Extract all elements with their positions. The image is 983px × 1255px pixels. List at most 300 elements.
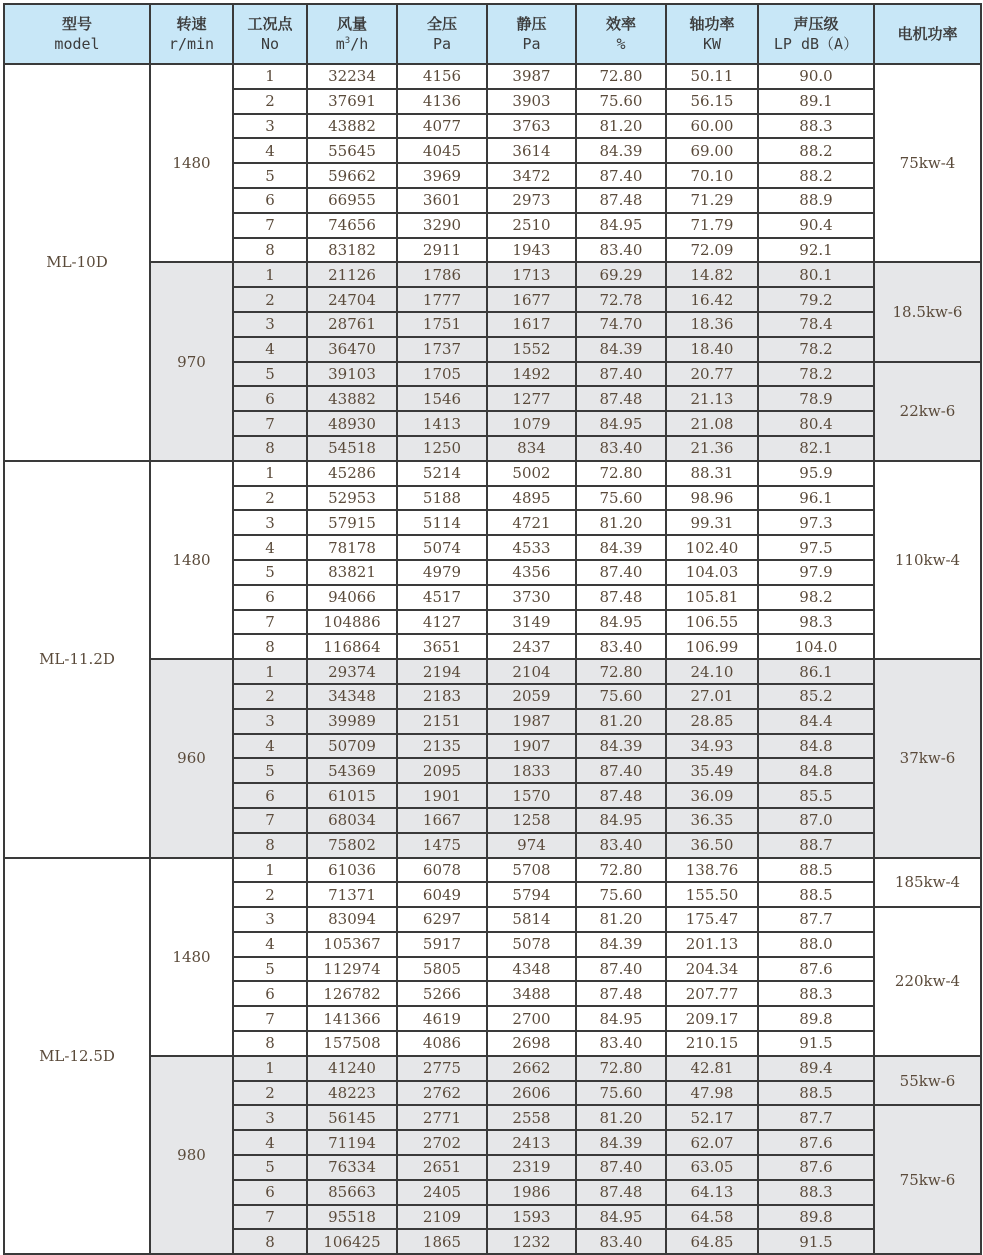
airflow-cell: 34348 — [307, 684, 397, 709]
airflow-cell: 66955 — [307, 188, 397, 213]
point-cell: 5 — [233, 957, 307, 982]
total-pressure-cell: 3290 — [397, 213, 487, 238]
motor-power-cell: 37kw-6 — [874, 659, 981, 857]
header-model-en: model — [54, 35, 100, 53]
airflow-cell: 68034 — [307, 808, 397, 833]
airflow-cell: 78178 — [307, 535, 397, 560]
point-cell: 8 — [233, 1229, 307, 1254]
shaft-power-cell: 98.96 — [666, 486, 758, 511]
shaft-power-cell: 99.31 — [666, 510, 758, 535]
shaft-power-cell: 21.08 — [666, 411, 758, 436]
airflow-cell: 85663 — [307, 1180, 397, 1205]
point-cell: 4 — [233, 932, 307, 957]
efficiency-cell: 87.40 — [576, 758, 666, 783]
shaft-power-cell: 88.31 — [666, 461, 758, 486]
efficiency-cell: 84.95 — [576, 610, 666, 635]
point-cell: 4 — [233, 138, 307, 163]
sound-level-cell: 85.5 — [758, 783, 874, 808]
shaft-power-cell: 34.93 — [666, 734, 758, 759]
efficiency-cell: 81.20 — [576, 907, 666, 932]
airflow-cell: 24704 — [307, 287, 397, 312]
airflow-cell: 43882 — [307, 114, 397, 139]
point-cell: 4 — [233, 535, 307, 560]
total-pressure-cell: 2183 — [397, 684, 487, 709]
header-sound-level-en: LP dB（A） — [773, 35, 859, 53]
shaft-power-cell: 106.55 — [666, 610, 758, 635]
header-point-zh: 工况点 — [247, 15, 293, 33]
efficiency-cell: 72.80 — [576, 461, 666, 486]
point-cell: 4 — [233, 734, 307, 759]
static-pressure-cell: 5794 — [487, 882, 576, 907]
total-pressure-cell: 4127 — [397, 610, 487, 635]
shaft-power-cell: 36.50 — [666, 833, 758, 858]
airflow-cell: 45286 — [307, 461, 397, 486]
efficiency-cell: 81.20 — [576, 114, 666, 139]
shaft-power-cell: 71.79 — [666, 213, 758, 238]
point-cell: 3 — [233, 510, 307, 535]
total-pressure-cell: 1786 — [397, 262, 487, 287]
airflow-cell: 83182 — [307, 238, 397, 263]
total-pressure-cell: 2762 — [397, 1081, 487, 1106]
total-pressure-cell: 6078 — [397, 858, 487, 883]
header-airflow-unit — [308, 34, 396, 54]
total-pressure-cell: 5188 — [397, 486, 487, 511]
header-motor-power-zh: 电机功率 — [897, 25, 958, 43]
efficiency-cell: 84.95 — [576, 1205, 666, 1230]
point-cell: 5 — [233, 1155, 307, 1180]
total-pressure-cell: 2405 — [397, 1180, 487, 1205]
efficiency-cell: 72.80 — [576, 1056, 666, 1081]
static-pressure-cell: 5708 — [487, 858, 576, 883]
efficiency-cell: 75.60 — [576, 486, 666, 511]
shaft-power-cell: 35.49 — [666, 758, 758, 783]
point-cell: 1 — [233, 1056, 307, 1081]
efficiency-cell: 84.39 — [576, 1130, 666, 1155]
airflow-cell: 37691 — [307, 89, 397, 114]
airflow-cell: 104886 — [307, 610, 397, 635]
total-pressure-cell: 1250 — [397, 436, 487, 461]
total-pressure-cell: 2771 — [397, 1105, 487, 1130]
sound-level-cell: 89.8 — [758, 1006, 874, 1031]
shaft-power-cell: 52.17 — [666, 1105, 758, 1130]
point-cell: 6 — [233, 1180, 307, 1205]
total-pressure-cell: 1777 — [397, 287, 487, 312]
static-pressure-cell: 3903 — [487, 89, 576, 114]
point-cell: 6 — [233, 188, 307, 213]
point-cell: 1 — [233, 64, 307, 89]
efficiency-cell: 72.78 — [576, 287, 666, 312]
shaft-power-cell: 60.00 — [666, 114, 758, 139]
static-pressure-cell: 1986 — [487, 1180, 576, 1205]
sound-level-cell: 97.5 — [758, 535, 874, 560]
sound-level-cell: 88.3 — [758, 981, 874, 1006]
shaft-power-cell: 14.82 — [666, 262, 758, 287]
motor-power-cell: 75kw-6 — [874, 1105, 981, 1254]
efficiency-cell: 69.29 — [576, 262, 666, 287]
header-shaft-power-zh: 轴功率 — [689, 15, 735, 33]
point-cell: 3 — [233, 312, 307, 337]
header-sound-level-zh: 声压级 — [793, 15, 839, 33]
header-row — [4, 4, 981, 64]
static-pressure-cell: 2558 — [487, 1105, 576, 1130]
total-pressure-cell: 1705 — [397, 362, 487, 387]
efficiency-cell: 84.39 — [576, 535, 666, 560]
static-pressure-cell: 1943 — [487, 238, 576, 263]
shaft-power-cell: 50.11 — [666, 64, 758, 89]
static-pressure-cell: 3763 — [487, 114, 576, 139]
static-pressure-cell: 834 — [487, 436, 576, 461]
shaft-power-cell: 209.17 — [666, 1006, 758, 1031]
point-cell: 1 — [233, 262, 307, 287]
sound-level-cell: 97.3 — [758, 510, 874, 535]
unit-m: m — [335, 35, 345, 53]
speed-cell: 960 — [150, 659, 233, 857]
shaft-power-cell: 16.42 — [666, 287, 758, 312]
header-sound-level — [758, 4, 874, 64]
static-pressure-cell: 1492 — [487, 362, 576, 387]
efficiency-cell: 81.20 — [576, 709, 666, 734]
shaft-power-cell: 104.03 — [666, 560, 758, 585]
airflow-cell: 74656 — [307, 213, 397, 238]
sound-level-cell: 88.0 — [758, 932, 874, 957]
point-cell: 3 — [233, 907, 307, 932]
airflow-cell: 94066 — [307, 585, 397, 610]
point-cell: 2 — [233, 486, 307, 511]
static-pressure-cell: 1232 — [487, 1229, 576, 1254]
header-model — [4, 4, 150, 64]
total-pressure-cell: 1901 — [397, 783, 487, 808]
shaft-power-cell: 18.40 — [666, 337, 758, 362]
point-cell: 8 — [233, 238, 307, 263]
sound-level-cell: 95.9 — [758, 461, 874, 486]
motor-power-cell: 220kw-4 — [874, 907, 981, 1056]
total-pressure-cell: 2135 — [397, 734, 487, 759]
table-row — [4, 858, 981, 883]
point-cell: 8 — [233, 436, 307, 461]
static-pressure-cell: 2319 — [487, 1155, 576, 1180]
total-pressure-cell: 2775 — [397, 1056, 487, 1081]
airflow-cell: 48930 — [307, 411, 397, 436]
point-cell: 8 — [233, 1031, 307, 1056]
point-cell: 1 — [233, 461, 307, 486]
efficiency-cell: 83.40 — [576, 436, 666, 461]
static-pressure-cell: 5002 — [487, 461, 576, 486]
point-cell: 5 — [233, 560, 307, 585]
sound-level-cell: 88.3 — [758, 114, 874, 139]
total-pressure-cell: 4619 — [397, 1006, 487, 1031]
sound-level-cell: 88.9 — [758, 188, 874, 213]
point-cell: 6 — [233, 981, 307, 1006]
total-pressure-cell: 1546 — [397, 386, 487, 411]
sound-level-cell: 91.5 — [758, 1031, 874, 1056]
airflow-cell: 52953 — [307, 486, 397, 511]
header-shaft-power — [666, 4, 758, 64]
airflow-cell: 95518 — [307, 1205, 397, 1230]
static-pressure-cell: 3488 — [487, 981, 576, 1006]
sound-level-cell: 78.2 — [758, 362, 874, 387]
shaft-power-cell: 62.07 — [666, 1130, 758, 1155]
airflow-cell: 36470 — [307, 337, 397, 362]
static-pressure-cell: 1593 — [487, 1205, 576, 1230]
efficiency-cell: 84.39 — [576, 734, 666, 759]
shaft-power-cell: 106.99 — [666, 634, 758, 659]
shaft-power-cell: 207.77 — [666, 981, 758, 1006]
static-pressure-cell: 5814 — [487, 907, 576, 932]
shaft-power-cell: 64.13 — [666, 1180, 758, 1205]
total-pressure-cell: 2911 — [397, 238, 487, 263]
table-row — [4, 64, 981, 89]
sound-level-cell: 87.6 — [758, 957, 874, 982]
sound-level-cell: 84.8 — [758, 734, 874, 759]
header-static-pressure-zh: 静压 — [516, 15, 547, 33]
total-pressure-cell: 6297 — [397, 907, 487, 932]
header-efficiency-zh: 效率 — [605, 15, 636, 33]
airflow-cell: 39989 — [307, 709, 397, 734]
static-pressure-cell: 2059 — [487, 684, 576, 709]
shaft-power-cell: 18.36 — [666, 312, 758, 337]
sound-level-cell: 97.9 — [758, 560, 874, 585]
airflow-cell: 21126 — [307, 262, 397, 287]
airflow-cell: 61036 — [307, 858, 397, 883]
point-cell: 7 — [233, 808, 307, 833]
speed-cell: 1480 — [150, 461, 233, 659]
point-cell: 1 — [233, 659, 307, 684]
total-pressure-cell: 1737 — [397, 337, 487, 362]
total-pressure-cell: 5917 — [397, 932, 487, 957]
sound-level-cell: 91.5 — [758, 1229, 874, 1254]
airflow-cell: 112974 — [307, 957, 397, 982]
airflow-cell: 105367 — [307, 932, 397, 957]
header-speed-en: r/min — [168, 35, 215, 53]
point-cell: 3 — [233, 709, 307, 734]
point-cell: 4 — [233, 1130, 307, 1155]
total-pressure-cell: 4136 — [397, 89, 487, 114]
point-cell: 4 — [233, 337, 307, 362]
point-cell: 2 — [233, 1081, 307, 1106]
total-pressure-cell: 2702 — [397, 1130, 487, 1155]
total-pressure-cell: 4979 — [397, 560, 487, 585]
efficiency-cell: 87.48 — [576, 585, 666, 610]
airflow-cell: 39103 — [307, 362, 397, 387]
sound-level-cell: 85.2 — [758, 684, 874, 709]
point-cell: 7 — [233, 610, 307, 635]
unit-per-h: /h — [350, 35, 369, 53]
static-pressure-cell: 4895 — [487, 486, 576, 511]
sound-level-cell: 88.2 — [758, 138, 874, 163]
table-row — [4, 262, 981, 287]
sound-level-cell: 87.6 — [758, 1130, 874, 1155]
static-pressure-cell: 1833 — [487, 758, 576, 783]
sound-level-cell: 87.6 — [758, 1155, 874, 1180]
static-pressure-cell: 1570 — [487, 783, 576, 808]
airflow-cell: 141366 — [307, 1006, 397, 1031]
total-pressure-cell: 1413 — [397, 411, 487, 436]
point-cell: 7 — [233, 411, 307, 436]
motor-power-cell: 110kw-4 — [874, 461, 981, 659]
total-pressure-cell: 2151 — [397, 709, 487, 734]
airflow-cell: 56145 — [307, 1105, 397, 1130]
static-pressure-cell: 2437 — [487, 634, 576, 659]
total-pressure-cell: 4045 — [397, 138, 487, 163]
sound-level-cell: 88.2 — [758, 163, 874, 188]
total-pressure-cell: 4517 — [397, 585, 487, 610]
efficiency-cell: 81.20 — [576, 1105, 666, 1130]
total-pressure-cell: 1667 — [397, 808, 487, 833]
efficiency-cell: 84.95 — [576, 213, 666, 238]
total-pressure-cell: 5266 — [397, 981, 487, 1006]
model-cell: ML-11.2D — [4, 461, 150, 858]
shaft-power-cell: 64.58 — [666, 1205, 758, 1230]
static-pressure-cell: 4533 — [487, 535, 576, 560]
sound-level-cell: 88.5 — [758, 1081, 874, 1106]
point-cell: 3 — [233, 1105, 307, 1130]
airflow-cell: 126782 — [307, 981, 397, 1006]
motor-power-cell: 18.5kw-6 — [874, 262, 981, 361]
airflow-cell: 71194 — [307, 1130, 397, 1155]
static-pressure-cell: 2413 — [487, 1130, 576, 1155]
efficiency-cell: 74.70 — [576, 312, 666, 337]
airflow-cell: 157508 — [307, 1031, 397, 1056]
sound-level-cell: 84.8 — [758, 758, 874, 783]
shaft-power-cell: 28.85 — [666, 709, 758, 734]
static-pressure-cell: 4721 — [487, 510, 576, 535]
point-cell: 2 — [233, 882, 307, 907]
efficiency-cell: 83.40 — [576, 1031, 666, 1056]
airflow-cell: 83821 — [307, 560, 397, 585]
static-pressure-cell: 2973 — [487, 188, 576, 213]
airflow-cell: 50709 — [307, 734, 397, 759]
shaft-power-cell: 56.15 — [666, 89, 758, 114]
efficiency-cell: 72.80 — [576, 858, 666, 883]
sound-level-cell: 80.4 — [758, 411, 874, 436]
point-cell: 7 — [233, 213, 307, 238]
shaft-power-cell: 155.50 — [666, 882, 758, 907]
total-pressure-cell: 4077 — [397, 114, 487, 139]
airflow-cell: 32234 — [307, 64, 397, 89]
total-pressure-cell: 5805 — [397, 957, 487, 982]
table-row — [4, 1056, 981, 1081]
total-pressure-cell: 1751 — [397, 312, 487, 337]
efficiency-cell: 84.95 — [576, 411, 666, 436]
airflow-cell: 41240 — [307, 1056, 397, 1081]
airflow-cell: 61015 — [307, 783, 397, 808]
efficiency-cell: 87.48 — [576, 1180, 666, 1205]
airflow-cell: 48223 — [307, 1081, 397, 1106]
total-pressure-cell: 5214 — [397, 461, 487, 486]
header-total-pressure — [397, 4, 487, 64]
static-pressure-cell: 2698 — [487, 1031, 576, 1056]
airflow-cell: 29374 — [307, 659, 397, 684]
airflow-cell: 54518 — [307, 436, 397, 461]
shaft-power-cell: 42.81 — [666, 1056, 758, 1081]
point-cell: 2 — [233, 684, 307, 709]
sound-level-cell: 84.4 — [758, 709, 874, 734]
efficiency-cell: 72.80 — [576, 659, 666, 684]
airflow-cell: 75802 — [307, 833, 397, 858]
header-total-pressure-zh: 全压 — [426, 15, 457, 33]
sound-level-cell: 90.0 — [758, 64, 874, 89]
total-pressure-cell: 6049 — [397, 882, 487, 907]
shaft-power-cell: 204.34 — [666, 957, 758, 982]
efficiency-cell: 83.40 — [576, 833, 666, 858]
shaft-power-cell: 64.85 — [666, 1229, 758, 1254]
efficiency-cell: 87.40 — [576, 163, 666, 188]
efficiency-cell: 75.60 — [576, 1081, 666, 1106]
sound-level-cell: 98.2 — [758, 585, 874, 610]
static-pressure-cell: 2700 — [487, 1006, 576, 1031]
header-efficiency — [576, 4, 666, 64]
total-pressure-cell: 1475 — [397, 833, 487, 858]
total-pressure-cell: 3969 — [397, 163, 487, 188]
point-cell: 6 — [233, 783, 307, 808]
point-cell: 6 — [233, 585, 307, 610]
sound-level-cell: 78.9 — [758, 386, 874, 411]
point-cell: 2 — [233, 89, 307, 114]
sound-level-cell: 89.1 — [758, 89, 874, 114]
model-cell: ML-10D — [4, 64, 150, 461]
sound-level-cell: 88.7 — [758, 833, 874, 858]
shaft-power-cell: 63.05 — [666, 1155, 758, 1180]
airflow-cell: 55645 — [307, 138, 397, 163]
shaft-power-cell: 36.09 — [666, 783, 758, 808]
header-shaft-power-en: KW — [702, 35, 722, 53]
shaft-power-cell: 71.29 — [666, 188, 758, 213]
shaft-power-cell: 72.09 — [666, 238, 758, 263]
sound-level-cell: 89.4 — [758, 1056, 874, 1081]
motor-power-cell: 22kw-6 — [874, 362, 981, 461]
sound-level-cell: 79.2 — [758, 287, 874, 312]
motor-power-cell: 185kw-4 — [874, 858, 981, 908]
total-pressure-cell: 3651 — [397, 634, 487, 659]
efficiency-cell: 75.60 — [576, 684, 666, 709]
efficiency-cell: 87.48 — [576, 188, 666, 213]
static-pressure-cell: 3614 — [487, 138, 576, 163]
efficiency-cell: 87.40 — [576, 1155, 666, 1180]
airflow-cell: 116864 — [307, 634, 397, 659]
airflow-cell: 83094 — [307, 907, 397, 932]
header-static-pressure — [487, 4, 576, 64]
efficiency-cell: 87.40 — [576, 560, 666, 585]
shaft-power-cell: 138.76 — [666, 858, 758, 883]
point-cell: 2 — [233, 287, 307, 312]
airflow-cell: 54369 — [307, 758, 397, 783]
shaft-power-cell: 20.77 — [666, 362, 758, 387]
airflow-cell: 71371 — [307, 882, 397, 907]
shaft-power-cell: 102.40 — [666, 535, 758, 560]
table-row — [4, 659, 981, 684]
shaft-power-cell: 105.81 — [666, 585, 758, 610]
static-pressure-cell: 4348 — [487, 957, 576, 982]
shaft-power-cell: 201.13 — [666, 932, 758, 957]
model-cell: ML-12.5D — [4, 858, 150, 1255]
static-pressure-cell: 1987 — [487, 709, 576, 734]
shaft-power-cell: 21.13 — [666, 386, 758, 411]
header-point — [233, 4, 307, 64]
total-pressure-cell: 2651 — [397, 1155, 487, 1180]
airflow-cell: 59662 — [307, 163, 397, 188]
static-pressure-cell: 5078 — [487, 932, 576, 957]
total-pressure-cell: 5074 — [397, 535, 487, 560]
static-pressure-cell: 1677 — [487, 287, 576, 312]
sound-level-cell: 86.1 — [758, 659, 874, 684]
motor-power-cell: 55kw-6 — [874, 1056, 981, 1106]
sound-level-cell: 78.2 — [758, 337, 874, 362]
static-pressure-cell: 4356 — [487, 560, 576, 585]
sound-level-cell: 88.5 — [758, 858, 874, 883]
efficiency-cell: 81.20 — [576, 510, 666, 535]
point-cell: 7 — [233, 1006, 307, 1031]
shaft-power-cell: 70.10 — [666, 163, 758, 188]
